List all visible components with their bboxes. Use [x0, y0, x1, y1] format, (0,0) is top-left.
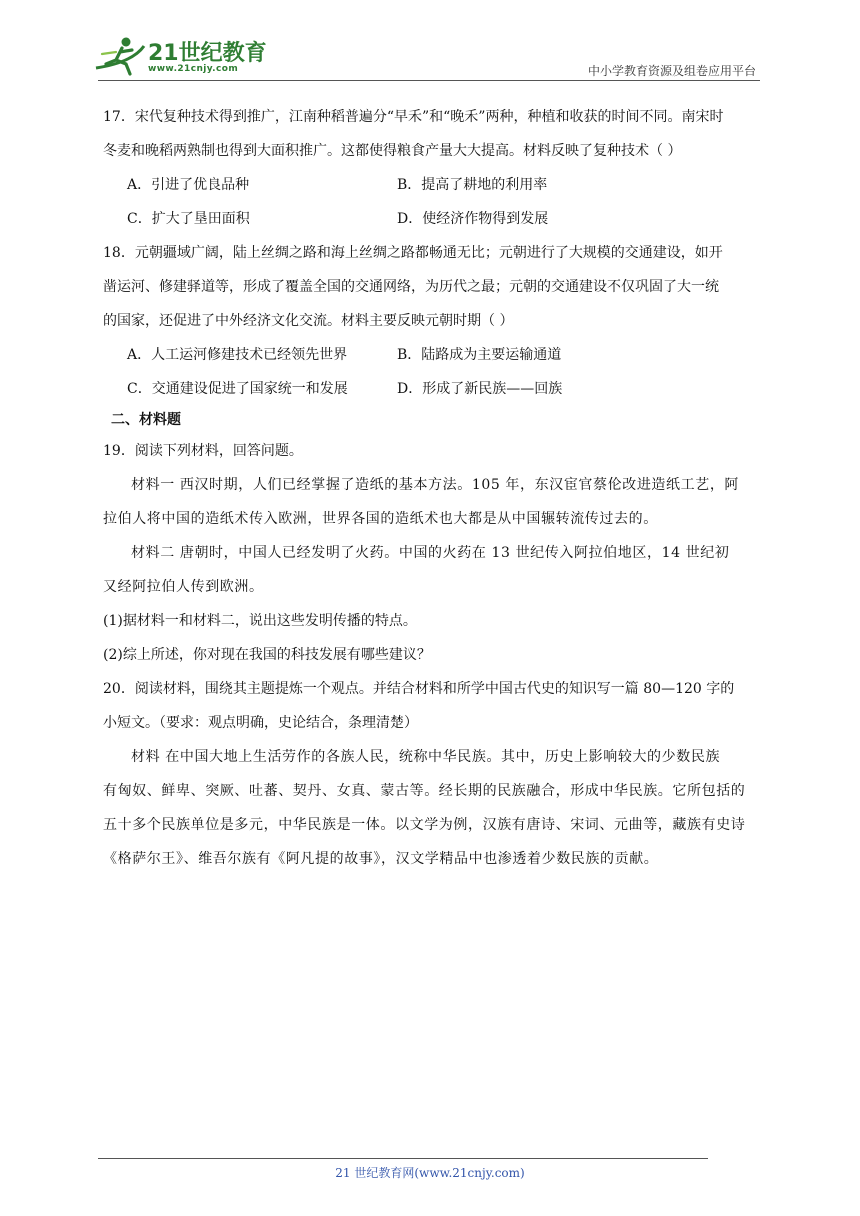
q19-material2-line-2: 又经阿拉伯人传到欧洲。	[103, 579, 264, 595]
q18-line-2: 凿运河、修建驿道等，形成了覆盖全国的交通网络，为历代之最；元朝的交通建设不仅巩固了大一统	[103, 279, 719, 295]
q17-option-c[interactable]: C．扩大了垦田面积	[127, 211, 250, 227]
q20-material-line-3: 五十多个民族单位是多元，中华民族是一体。以文学为例，汉族有唐诗、宋词、元曲等，藏族有史诗	[103, 817, 746, 833]
logo-text: 21世纪教育	[148, 41, 267, 66]
q18-option-b[interactable]: B．陆路成为主要运输通道	[397, 347, 562, 363]
q20-line-1: 20．阅读材料，围绕其主题提炼一个观点。并结合材料和所学中国古代史的知识写一篇 80—120 字的	[103, 681, 735, 697]
q18-option-c[interactable]: C．交通建设促进了国家统一和发展	[127, 381, 348, 397]
q19-material2-line-1: 材料二 唐朝时，中国人已经发明了火药。中国的火药在 13 世纪传入阿拉伯地区，14 世纪初	[131, 545, 730, 561]
q18-line-1: 18．元朝疆域广阔，陆上丝绸之路和海上丝绸之路都畅通无比；元朝进行了大规模的交通建设，如开	[103, 245, 723, 261]
q18-options-row-1	[103, 338, 763, 372]
logo-url: www.21cnjy.com	[148, 64, 239, 74]
q20-line-2: 小短文。（要求：观点明确，史论结合，条理清楚）	[103, 715, 418, 731]
q18-option-d[interactable]: D．形成了新民族——回族	[397, 381, 563, 397]
header-divider	[98, 80, 760, 81]
q17-line-2: 冬麦和晚稻两熟制也得到大面积推广。这都使得粮食产量大大提高。材料反映了复种技术（ ）	[103, 143, 682, 159]
q17-option-a[interactable]: A．引进了优良品种	[127, 177, 250, 193]
section-title-materials: 二、材料题	[111, 412, 181, 428]
q18-option-a[interactable]: A．人工运河修建技术已经领先世界	[127, 347, 348, 363]
q20-material-line-1: 材料 在中国大地上生活劳作的各族人民，统称中华民族。其中，历史上影响较大的少数民族	[131, 749, 721, 765]
q19-material1-line-1: 材料一 西汉时期，人们已经掌握了造纸的基本方法。105 年，东汉宦官蔡伦改进造纸工艺，阿	[131, 477, 740, 493]
q17-options-row-1	[103, 168, 763, 202]
q19-sub-question-2: (2)综上所述，你对现在我国的科技发展有哪些建议？	[103, 647, 431, 663]
question-content	[103, 100, 763, 876]
q17-option-b[interactable]: B．提高了耕地的利用率	[397, 177, 548, 193]
q17-line-1: 17．宋代复种技术得到推广，江南种稻普遍分“早禾”和“晚禾”两种，种植和收获的时间不同。南宋时	[103, 109, 724, 125]
platform-title: 中小学教育资源及组卷应用平台	[587, 64, 756, 78]
q19-intro: 19．阅读下列材料，回答问题。	[103, 443, 303, 459]
q20-material-line-2: 有匈奴、鲜卑、突厥、吐蕃、契丹、女真、蒙古等。经长期的民族融合，形成中华民族。它所包括的	[103, 783, 746, 799]
q17-options-row-2	[103, 202, 763, 236]
q19-sub-question-1: (1)据材料一和材料二，说出这些发明传播的特点。	[103, 613, 417, 629]
q18-line-3: 的国家，还促进了中外经济文化交流。材料主要反映元朝时期（ ）	[103, 313, 514, 329]
q18-options-row-2	[103, 372, 763, 406]
q17-option-d[interactable]: D．使经济作物得到发展	[397, 211, 549, 227]
footer-divider	[98, 1158, 708, 1159]
page-header	[0, 0, 860, 82]
q20-material-line-4: 《格萨尔王》、维吾尔族有《阿凡提的故事》，汉文学精品中也渗透着少数民族的贡献。	[103, 851, 659, 867]
q19-material1-line-2: 拉伯人将中国的造纸术传入欧洲，世界各国的造纸术也大都是从中国辗转流传过去的。	[103, 511, 658, 527]
footer-text[interactable]: 21 世纪教育网(www.21cnjy.com)	[335, 1166, 525, 1180]
